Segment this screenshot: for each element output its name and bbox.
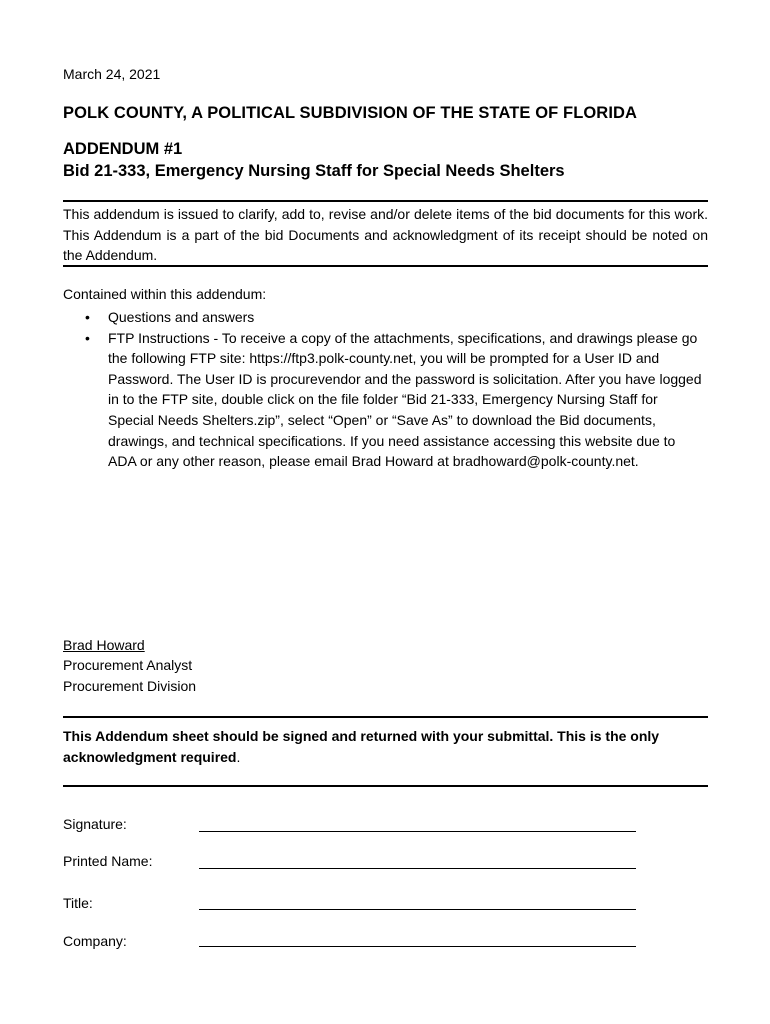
signatory-division: Procurement Division — [63, 678, 197, 694]
company-label: Company: — [63, 933, 127, 949]
ftp-instructions-text: FTP Instructions - To receive a copy of the attachments, specifications, and drawings please go the following FTP site: https://ftp3.polk-county.net, you will be prompted for a User ID and Password. The User ID is procurevendor and the password is solicitation. After you have logged in to the FTP site, double click on the file folder “Bid 21-333, Emergency Nursing Staff for Special Needs Shelters.zip”, select “Open” or “Save As” to download the Bid documents, drawings, and technical specifications. If you need assistance accessing this website due to ADA or any other reason, please email Brad Howard at bradhoward@polk-county.net. — [108, 329, 702, 470]
contents-heading: Contained within this addendum: — [63, 286, 267, 302]
notice-bottom-divider — [63, 785, 708, 787]
acknowledgment-notice — [63, 726, 703, 767]
company-line[interactable] — [199, 946, 636, 947]
bullet-icon: • — [85, 309, 90, 325]
organization-heading: POLK COUNTY, A POLITICAL SUBDIVISION OF THE STATE OF FLORIDA — [63, 104, 638, 122]
bid-title: Bid 21-333, Emergency Nursing Staff for Special Needs Shelters — [63, 162, 565, 180]
notice-bold-text: This Addendum sheet should be signed and returned with your submittal. This is the only acknowledgment required — [63, 728, 660, 765]
list-item-text: Questions and answers — [108, 309, 255, 325]
list-item — [63, 307, 703, 328]
signatory-title: Procurement Analyst — [63, 657, 193, 673]
title-line[interactable] — [199, 909, 636, 910]
contents-list — [63, 307, 703, 472]
addendum-number: ADDENDUM #1 — [63, 140, 183, 158]
list-item — [63, 328, 703, 472]
notice-suffix: . — [236, 748, 241, 765]
intro-divider — [63, 265, 708, 267]
intro-paragraph: This addendum is issued to clarify, add to, revise and/or delete items of the bid documents for this work. This Addendum is a part of the bid Documents and acknowledgment of its receipt should be noted on the Addendum. — [63, 206, 708, 263]
printed-name-line[interactable] — [199, 868, 636, 869]
signature-label: Signature: — [63, 816, 127, 832]
notice-top-divider — [63, 716, 708, 718]
top-divider — [63, 200, 708, 202]
document-date: March 24, 2021 — [63, 66, 161, 82]
signature-line[interactable] — [199, 831, 636, 832]
printed-name-label: Printed Name: — [63, 853, 153, 869]
title-label: Title: — [63, 895, 93, 911]
signatory-name: Brad Howard — [63, 637, 145, 653]
bullet-icon: • — [85, 329, 90, 346]
